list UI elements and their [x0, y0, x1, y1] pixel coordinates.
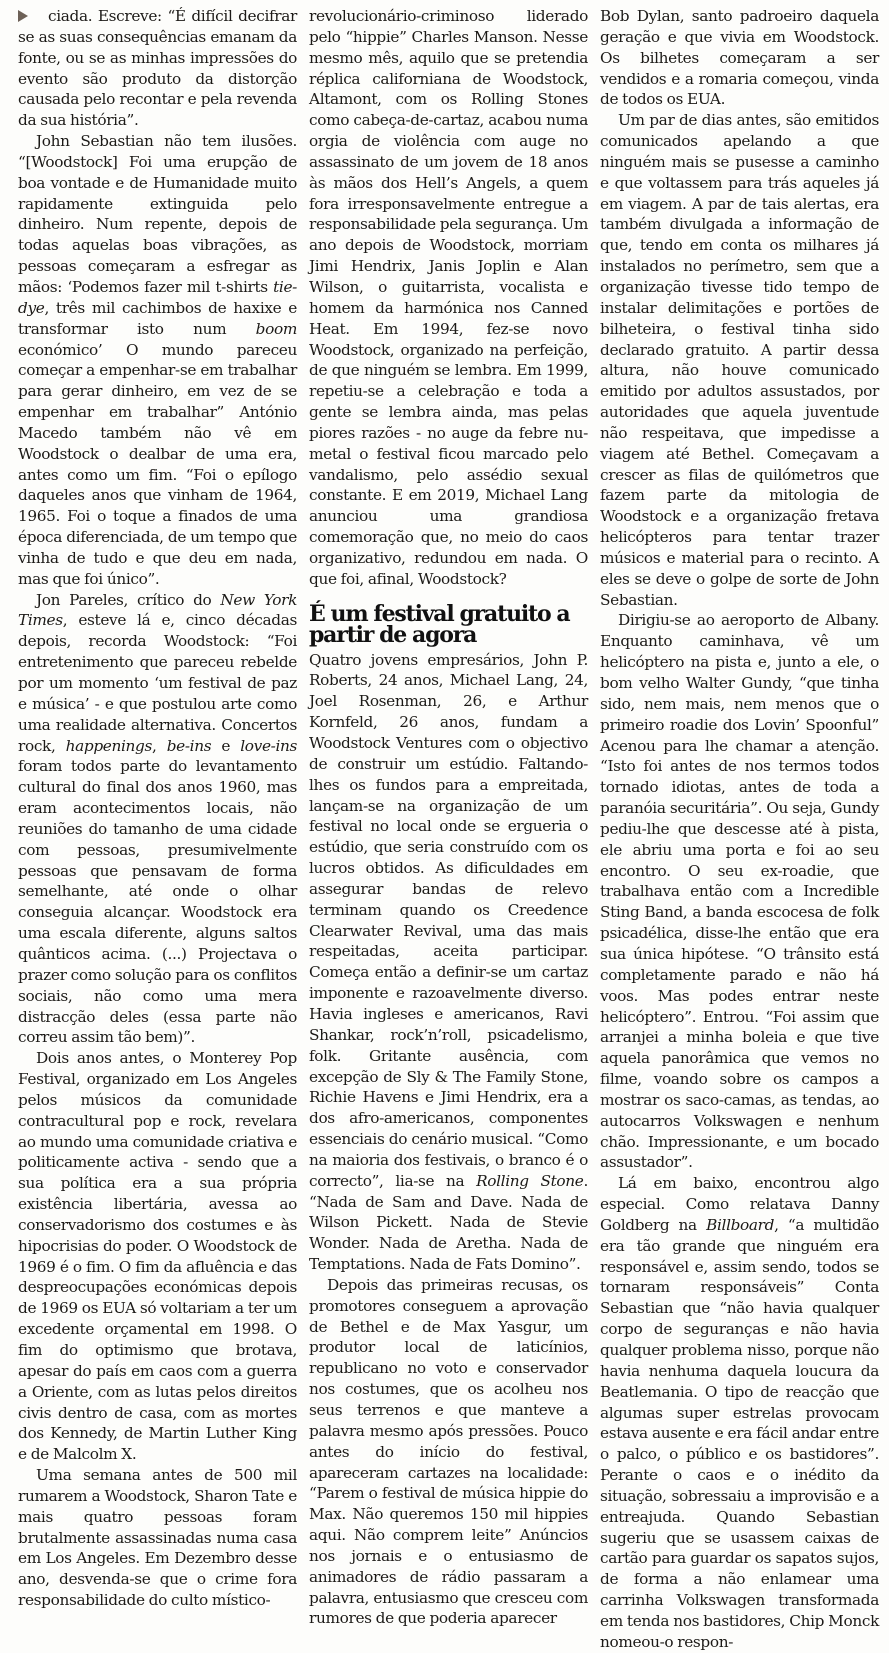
article-column-3	[600, 6, 880, 1651]
paragraph: Um par de dias antes, são emitidos comunicados apelando a que ninguém mais se pusesse a caminho e que voltassem para trás aqueles já em viagem. A par de tais alertas, era também divulgada a informação de que, tendo em conta os milhares já instalados no perímetro, sem que a organização tivesse tido tempo de instalar delimitações e portões de bilheteira, o festival tinha sido declarado gratuito. A partir dessa altura, não houve comunicado emitido por adultos assustados, por autoridades que aquela juventude não respeitava, que impedisse a viagem até Bethel. Começavam a crescer as filas de quilómetros que fazem parte da mitologia de Woodstock e a organização fretava helicópteros para tentar trazer músicos e material para o recinto. A eles se deve o golpe de sorte de John Sebastian.	[600, 111, 879, 609]
paragraph: Depois das primeiras recusas, os promotores conseguem a aprovação de Bethel e de Max Yasgur, um produtor local de laticínios, republicano no voto e conservador nos costumes, que os acolheu nos seus terrenos e que manteve a palavra mesmo após pressões. Pouco antes do início do festival, apareceram cartazes na localidade: “Parem o festival de música hippie do Max. Não queremos 150 mil hippies aqui. Não comprem leite” Anúncios nos jornais e o entusiasmo de animadores de rádio passaram a palavra, entusiasmo que cresceu com rumores de que poderia aparecer	[309, 1275, 588, 1628]
paragraph: revolucionário-criminoso liderado pelo “hippie” Charles Manson. Nesse mesmo mês, aquilo que se pretendia réplica californiana de Woodstock, Altamont, com os Rolling Stones como cabeça-de-cartaz, acabou numa orgia de violência com auge no assassinato de um jovem de 18 anos às mãos dos Hell’s Angels, a quem fora irresponsavelmente entregue a responsabilidade pela segurança. Um ano depois de Woodstock, morriam Jimi Hendrix, Janis Joplin e Alan Wilson, o guitarrista, vocalista e homem da harmónica nos Canned Heat. Em 1994, fez-se novo Woodstock, organizado na perfeição, de que ninguém se lembra. Em 1999, repetiu-se a celebração e toda a gente se lembra ainda, mas pelas piores razões - no auge da febre nu-metal o festival ficou marcado pelo vandalismo, pelo assédio sexual constante. E em 2019, Michael Lang anunciou uma grandiosa comemoração que, no meio do caos organizativo, redundou em nada. O que foi, afinal, Woodstock?	[309, 7, 588, 588]
paragraph: ciada. Escreve: “É difícil decifrar se as suas consequências emanam da fonte, ou se as minhas impressões do evento são produto da distorção causada pelo recontar e pela revenda da sua história”.	[18, 7, 297, 130]
article-column-2	[309, 6, 588, 1628]
paragraph: Dirigiu-se ao aeroporto de Albany. Enquanto caminhava, vê um helicóptero na pista e, junto a ele, o bom velho Walter Gundy, “que tinha sido, nem mais, nem menos que o primeiro roadie dos Lovin’ Spoonful” Acenou para lhe chamar a atenção. “Isto foi antes de nos termos todos tornado idiotas, antes de toda a paranóia securitária”. Ou seja, Gundy pediu-lhe que descesse até à pista, ele abriu uma porta e foi ao seu encontro. O seu ex-roadie, que trabalhava então com a Incredible Sting Band, a banda escocesa de folk psicadélica, disse-lhe então que era sua única hipótese. “O trânsito está completamente parado e não há voos. Mas podes entrar neste helicóptero”. Entrou. “Foi assim que arranjei a minha boleia e que tive aquela panorâmica que vemos no filme, voando sobre os campos a mostrar os saco-camas, as tendas, ao autocarros Volkswagen e nenhum chão. Impressionante, e um bocado assustador”.	[600, 611, 879, 1172]
paragraph: Uma semana antes de 500 mil rumarem a Woodstock, Sharon Tate e mais quatro pessoas foram brutalmente assassinadas numa casa em Los Angeles. Em Dezembro desse ano, desvenda-se que o crime fora responsabilidade do culto místico-	[18, 1466, 297, 1610]
paragraph: Jon Pareles, crítico do New York Times, esteve lá e, cinco décadas depois, recorda Woodstock: “Foi entretenimento que pareceu rebelde por um momento ‘um festival de paz e música’ - e que postulou arte como uma realidade alternativa. Concertos rock, happenings, be-ins e love-ins foram todos parte do levantamento cultural do final dos anos 1960, mas eram acontecimentos locais, não reuniões do tamanho de uma cidade com pessoas, presumivelmente pessoas que pensavam de forma semelhante, até onde o olhar conseguia alcançar. Woodstock era uma escala diferente, alguns saltos quânticos acima. (...) Projectava o prazer como solução para os conflitos sociais, não como uma mera distracção deles (essa parte não correu assim tão bem)”.	[18, 590, 298, 1047]
paragraph: John Sebastian não tem ilusões. “[Woodstock] Foi uma erupção de boa vontade e de Humanidade muito rapidamente extinguida pelo dinheiro. Num repente, depois de todas aquelas boas vibrações, as pessoas começaram a esfregar as mãos: ‘Podemos fazer mil t-shirts tie-dye, três mil cachimbos de haxixe e transformar isto num boom económico’ O mundo pareceu começar a empenhar-se em trabalhar para gerar dinheiro, em vez de se empenhar em trabalhar” António Macedo também não vê em Woodstock o dealbar de uma era, antes como um fim. “Foi o epílogo daqueles anos que vinham de 1964, 1965. Foi o toque a finados de uma época diferenciada, de um tempo que vinha de tudo e que deu em nada, mas que foi único”.	[18, 132, 297, 588]
paragraph: Bob Dylan, santo padroeiro daquela geração e que vivia em Woodstock. Os bilhetes começaram a ser vendidos e a romaria começou, vinda de todos os EUA.	[600, 7, 879, 109]
paragraph: Lá em baixo, encontrou algo especial. Como relatava Danny Goldberg na Billboard, “a multidão era tão grande que ninguém era responsável e, assim sendo, todos se tornaram responsáveis” Conta Sebastian que “não havia qualquer corpo de seguranças e não havia qualquer problema nisso, porque não havia nenhuma daquela loucura da Beatlemania. O tipo de reacção que algumas super estrelas provocam estava ausente e era fácil andar entre o palco, o público e os bastidores”. Perante o caos e o inédito da situação, sobressaiu a improvisão e a entreajuda. Quando Sebastian sugeriu que se usassem caixas de cartão para guardar os sapatos sujos, de forma a não enlamear uma carrinha Volkswagen transformada em tenda nos bastidores, Chip Monck nomeou-o respon-	[600, 1174, 880, 1651]
section-subheading: É um festival gratuito a partir de agora	[309, 600, 570, 648]
article-column-1	[18, 6, 298, 1610]
continuation-arrow-icon	[18, 10, 28, 22]
paragraph: Quatro jovens empresários, John P. Roberts, 24 anos, Michael Lang, 24, Joel Rosenman, 26, e Arthur Kornfeld, 26 anos, fundam a Woodstock Ventures com o objectivo de construir um estúdio. Faltando-lhes os fundos para a empreitada, lançam-se na organização de um festival no local onde se ergueria o estúdio, que seria construído com os lucros obtidos. As dificuldades em assegurar bandas de relevo terminam quando os Creedence Clearwater Revival, uma das mais respeitadas, aceita participar. Começa então a definir-se um cartaz imponente e razoavelmente diverso. Havia ingleses e americanos, Ravi Shankar, rock’n’roll, psicadelismo, folk. Gritante ausência, com excepção de Sly & The Family Stone, Richie Havens e Jimi Hendrix, era a dos afro-americanos, componentes essenciais do cenário musical. “Como na maioria dos festivais, o branco é o correcto”, lia-se na Rolling Stone. “Nada de Sam and Dave. Nada de Wilson Pickett. Nada de Stevie Wonder. Nada de Aretha. Nada de Temptations. Nada de Fats Domino”.	[309, 650, 588, 1274]
paragraph: Dois anos antes, o Monterey Pop Festival, organizado em Los Angeles pelos músicos da comunidade contracultural pop e rock, revelara ao mundo uma comunidade criativa e politicamente activa - sendo que a sua política era a sua própria existência libertária, avessa ao conservadorismo dos costumes e às hipocrisias do poder. O Woodstock de 1969 é o fim. O fim da afluência e das despreocupações económicas depois de 1969 os EUA só voltariam a ter um excedente orçamental em 1998. O fim do optimismo que brotava, apesar do país em caos com a guerra a Oriente, com as lutas pelos direitos civis dentro de casa, com as mortes dos Kennedy, de Martin Luther King e de Malcolm X.	[18, 1049, 297, 1464]
